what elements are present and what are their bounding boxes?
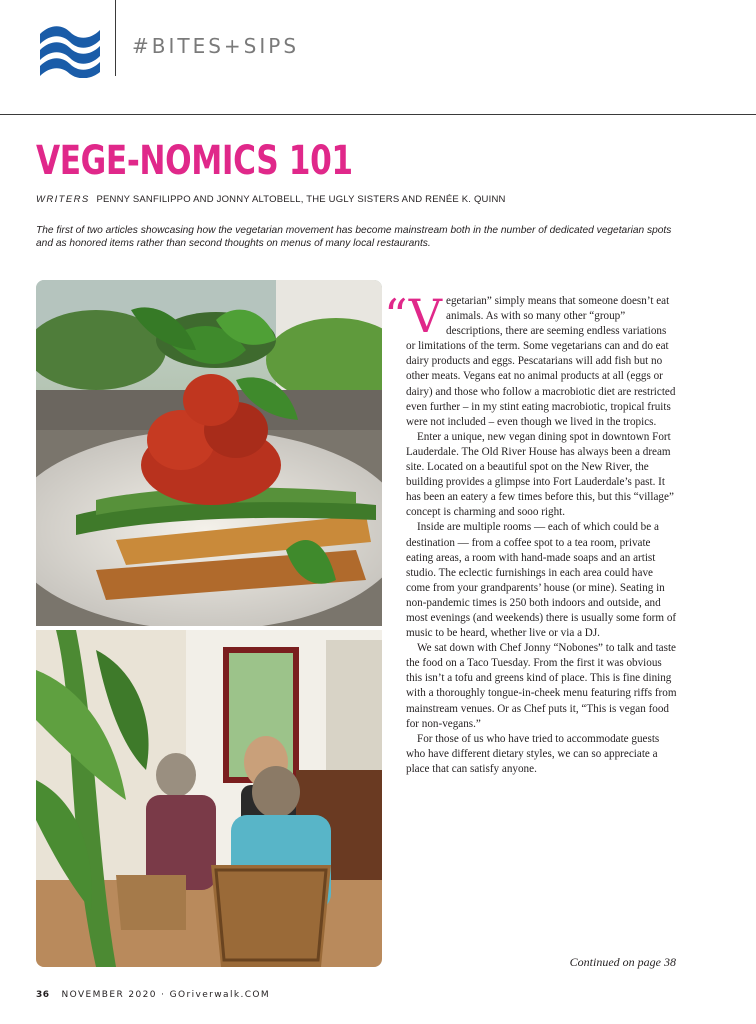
byline — [36, 194, 506, 205]
article-paragraph: Enter a unique, new vegan dining spot in downtown Fort Lauderdale. The Old River House has always been a dream site. Located on a beautiful spot on the New River, the building provides a glimpse into Fort Lauderdale’s past. It has been an eatery a few times before this, but this “village” concept is charming and sooo right. — [406, 430, 674, 519]
header-divider-horizontal — [0, 114, 756, 115]
section-tag: #BITES+SIPS — [132, 34, 300, 58]
header-divider-vertical — [115, 0, 116, 76]
article-intro: The first of two articles showcasing how the vegetarian movement has become mainstream both in the number of dedicated vegetarian spots and as honored items rather than second thoughts on menus of many local restaurants. — [36, 225, 672, 249]
byline-label: WRITERS — [36, 194, 90, 205]
food-photo — [36, 280, 382, 626]
article-title: VEGE-NOMICS 101 — [36, 138, 353, 184]
page-header — [0, 0, 756, 116]
restaurant-interior-photo — [36, 630, 382, 967]
article-paragraph: Inside are multiple rooms — each of which could be a destination — from a coffee spot to a tea room, private eating areas, a room with hand-made soaps and an artist studio. The eclectic furnishings in each area could have come from your grandparents’ house (or mine). Seating in non-pandemic times is 250 both indoors and outside, and most evenings (and weekends) there is usually some form of music to be heard, whether live or via a DJ. — [406, 521, 677, 640]
page-number: 36 — [36, 990, 50, 1000]
article-paragraph: For those of us who have tried to accommodate guests who have different dietary styles, we can so appreciate a place that can satisfy anyone. — [406, 732, 660, 775]
drop-cap: “V — [384, 289, 443, 343]
article-paragraph: We sat down with Chef Jonny “Nobones” to talk and taste the food on a Taco Tuesday. From the first it was obvious this isn’t a tofu and greens kind of place. This is fine dining with a thoroughly tongue-in-cheek menu featuring riffs from mainstream venues. Or as Chef puts it, “This is vegan food for non-vegans.” — [406, 642, 677, 730]
page-footer — [36, 990, 270, 1000]
issue-info: NOVEMBER 2020 · GOriverwalk.COM — [61, 990, 271, 1000]
wave-logo-icon — [36, 22, 104, 78]
byline-authors: PENNY SANFILIPPO AND JONNY ALTOBELL, THE UGLY SISTERS AND RENÉE K. QUINN — [96, 194, 506, 205]
article-paragraph: “Vegetarian” simply means that someone doesn’t eat animals. As with so many other “group” descriptions, there are seeming endless variations or limitations of the term. Some vegetarians can and do eat dairy products and eggs. Pescatarians will add fish but no other meats. Vegans eat no animal products at all (eggs or dairy) and those who follow a macrobiotic diet are restricted even further – in my stint eating macrobiotic, tropical fruits were not included – even though we lived in the tropics. — [384, 289, 676, 428]
article-body — [384, 289, 678, 777]
continued-note: Continued on page 38 — [569, 955, 676, 969]
